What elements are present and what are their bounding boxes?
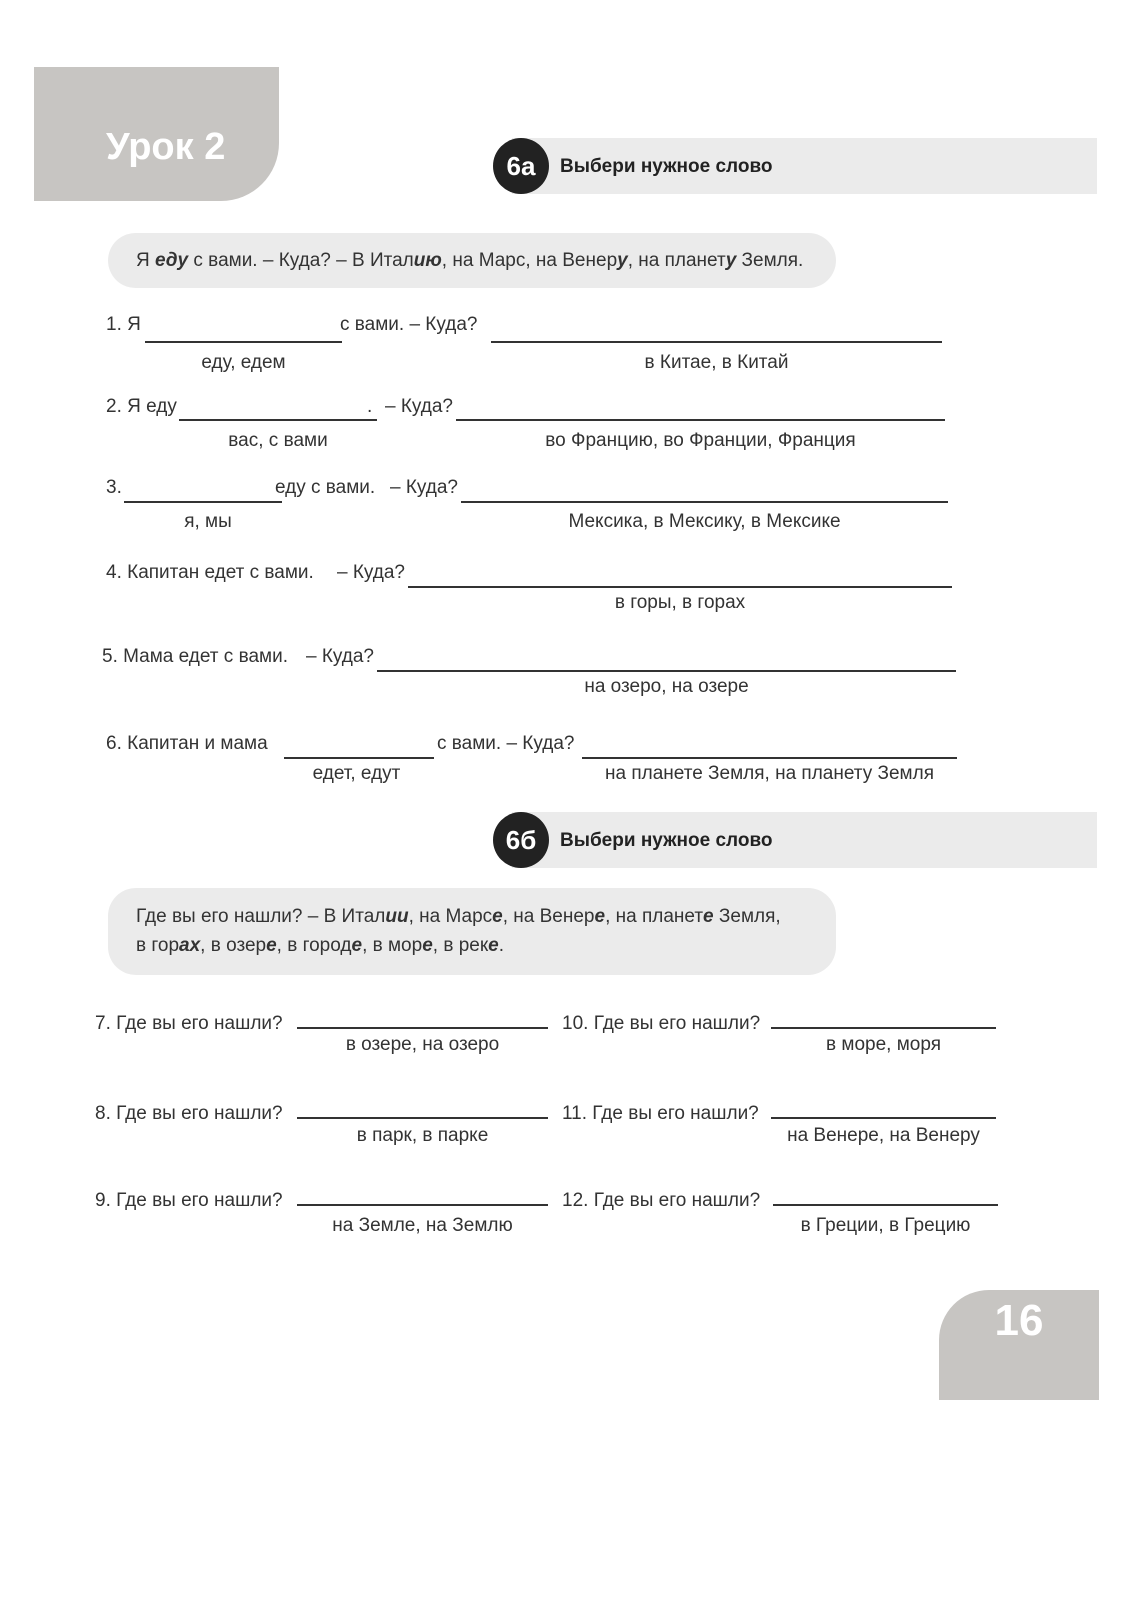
example-segment: Земля, (713, 906, 781, 927)
item-1-hint-1: еду, едем (201, 352, 286, 373)
item-1-blank-1[interactable] (145, 341, 342, 343)
item-5-blank[interactable] (377, 670, 956, 672)
item-2-hint-1: вас, с вами (228, 430, 328, 451)
emphasized-ending: ах (179, 935, 201, 956)
item-6-hint-2: на планете Земля, на планету Земля (605, 763, 934, 784)
example-segment: Земля. (736, 250, 804, 271)
item-5-prefix: 5. Мама едет с вами. (102, 646, 288, 667)
item-10-hint: в море, моря (826, 1034, 941, 1055)
example-segment: , на Венер (502, 906, 595, 927)
example-6b (108, 888, 836, 975)
item-12-hint: в Греции, в Грецию (800, 1215, 971, 1236)
item-4-hint: в горы, в горах (614, 592, 746, 613)
item-2-prefix: 2. Я еду (106, 396, 177, 417)
item-6-blank-1[interactable] (284, 757, 434, 759)
exercise-6b-title: Выбери нужное слово (560, 830, 773, 851)
item-1-blank-2[interactable] (491, 341, 942, 343)
example-segment: , на Марс, на Венер (441, 250, 618, 271)
item-3-blank-1[interactable] (124, 501, 282, 503)
example-segment: , на планет (605, 906, 704, 927)
example-segment: , в рек (432, 935, 489, 956)
emphasized-ending: е (422, 935, 433, 956)
item-3-hint-2: Мексика, в Мексику, в Мексике (568, 511, 841, 532)
item-4-question: – Куда? (337, 562, 406, 583)
item-11-blank[interactable] (771, 1117, 996, 1119)
exercise-6a-badge: 6а (493, 138, 549, 194)
item-3-question: – Куда? (390, 477, 459, 498)
item-9-question: 9. Где вы его нашли? (95, 1190, 283, 1211)
emphasized-ending: е (703, 906, 714, 927)
item-9-blank[interactable] (297, 1204, 548, 1206)
item-11-question: 11. Где вы его нашли? (562, 1103, 759, 1124)
emphasized-ending: е (351, 935, 363, 956)
example-6a-text (136, 246, 803, 275)
item-6-text: с вами. – Куда? (437, 733, 575, 754)
example-segment: с вами. – Куда? – В Итал (188, 250, 414, 271)
item-5-hint: на озеро, на озере (584, 676, 749, 697)
item-10-question: 10. Где вы его нашли? (562, 1013, 761, 1034)
item-1-hint-2: в Китае, в Китай (644, 352, 789, 373)
lesson-title: Урок 2 (106, 126, 226, 168)
item-8-hint: в парк, в парке (356, 1125, 489, 1146)
example-segment: , в озер (200, 935, 267, 956)
example-6a (108, 233, 836, 288)
emphasized-ending: у (725, 250, 737, 271)
example-segment: , на Марс (408, 906, 493, 927)
emphasized-ending: еду (155, 250, 189, 271)
item-4-prefix: 4. Капитан едет с вами. (106, 562, 314, 583)
exercise-6b-badge: 6б (493, 812, 549, 868)
item-6-prefix: 6. Капитан и мама (106, 733, 268, 754)
emphasized-ending: е (594, 906, 606, 927)
page-number: 16 (994, 1296, 1044, 1345)
item-2-text: – Куда? (385, 396, 454, 417)
exercise-6a-title: Выбери нужное слово (560, 156, 773, 177)
example-6b-line-1 (136, 902, 812, 931)
item-1-prefix: 1. Я (106, 314, 141, 335)
item-5-question: – Куда? (306, 646, 375, 667)
item-11-hint: на Венере, на Венеру (787, 1125, 980, 1146)
item-2-blank-2[interactable] (456, 419, 945, 421)
item-1-text: с вами. – Куда? (340, 314, 478, 335)
item-3-prefix: 3. (106, 477, 122, 498)
example-segment: , в город (276, 935, 352, 956)
item-2-hint-2: во Францию, во Франции, Франция (545, 430, 856, 451)
example-segment: Я (136, 250, 155, 271)
item-3-hint-1: я, мы (184, 511, 232, 532)
emphasized-ending: у (617, 250, 628, 271)
example-segment: в гор (136, 935, 180, 956)
emphasized-ending: е (492, 906, 503, 927)
emphasized-ending: ии (385, 906, 409, 927)
item-12-question: 12. Где вы его нашли? (562, 1190, 761, 1211)
item-4-blank[interactable] (408, 586, 952, 588)
item-3-text: еду с вами. (275, 477, 376, 498)
item-2-blank-1[interactable] (179, 419, 377, 421)
item-9-hint: на Земле, на Землю (332, 1215, 513, 1236)
emphasized-ending: ию (413, 250, 442, 271)
example-segment: Где вы его нашли? – В Итал (136, 906, 386, 927)
item-8-blank[interactable] (297, 1117, 548, 1119)
item-3-blank-2[interactable] (461, 501, 948, 503)
item-7-question: 7. Где вы его нашли? (95, 1013, 283, 1034)
emphasized-ending: е (266, 935, 277, 956)
item-7-hint: в озере, на озеро (345, 1034, 500, 1055)
example-segment: . (498, 935, 505, 956)
item-2-dot: . (367, 396, 373, 417)
item-10-blank[interactable] (771, 1027, 996, 1029)
item-12-blank[interactable] (773, 1204, 998, 1206)
item-7-blank[interactable] (297, 1027, 548, 1029)
example-6b-line-2 (136, 931, 812, 960)
example-segment: , на планет (627, 250, 726, 271)
item-6-hint-1: едет, едут (312, 763, 401, 784)
emphasized-ending: е (488, 935, 499, 956)
item-8-question: 8. Где вы его нашли? (95, 1103, 283, 1124)
example-segment: , в мор (362, 935, 423, 956)
item-6-blank-2[interactable] (582, 757, 957, 759)
